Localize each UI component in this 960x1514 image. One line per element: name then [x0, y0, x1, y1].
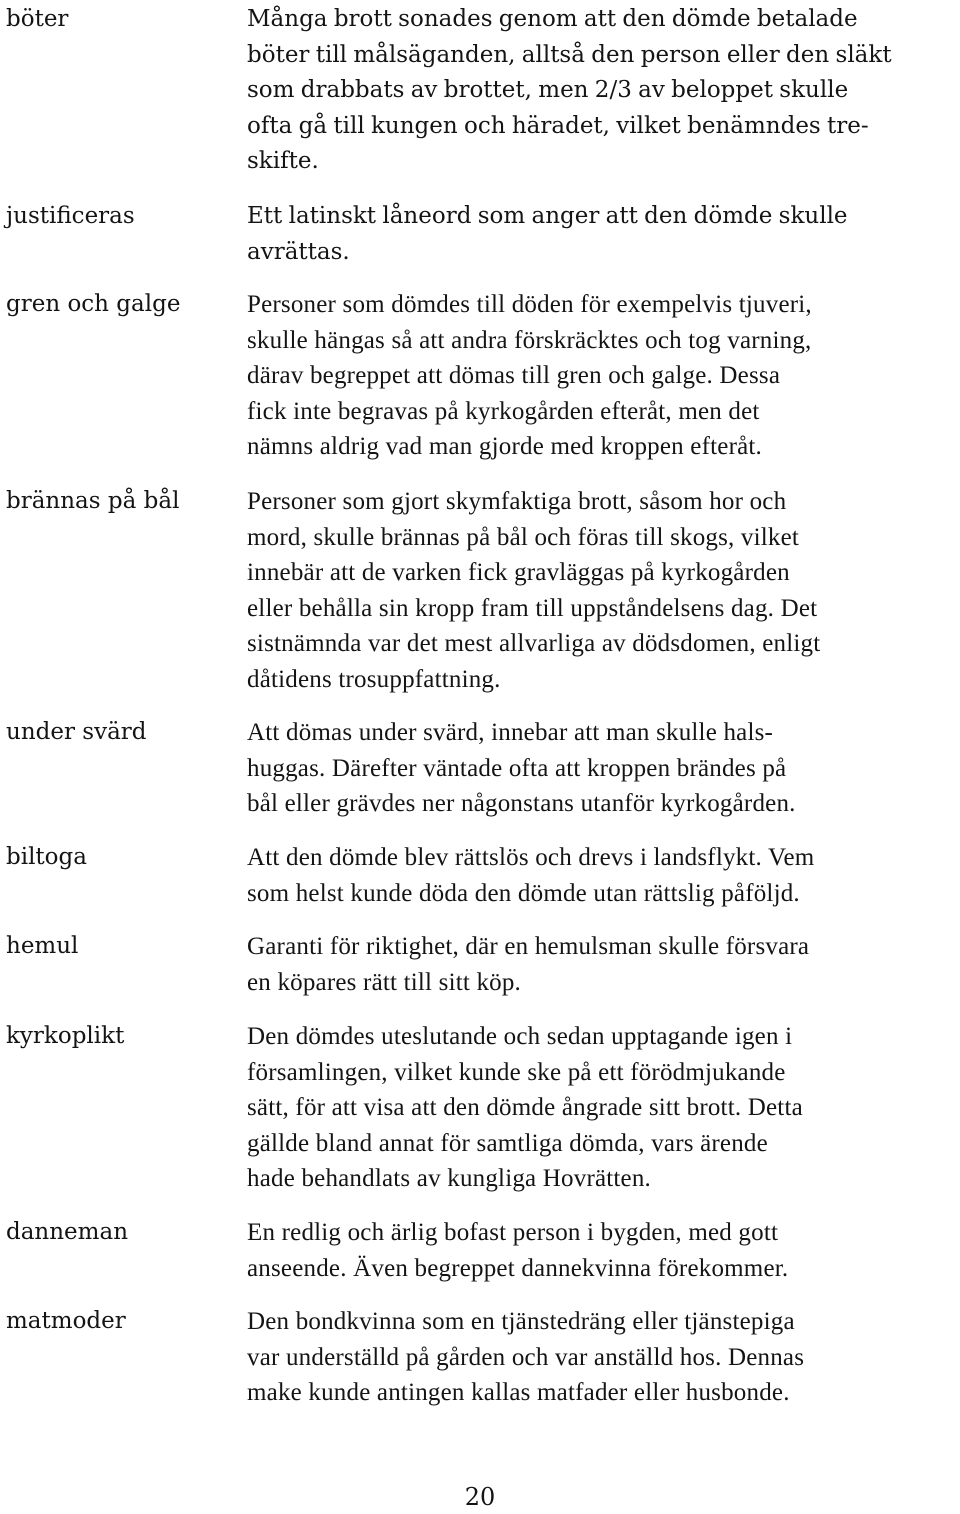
- glossary-term: danneman: [6, 1219, 129, 1245]
- glossary-term: brännas på bål: [6, 488, 180, 514]
- glossary-term: under svärd: [6, 719, 147, 745]
- definition-line: bål eller grävdes ner någonstans utanför kyrkogården.: [247, 790, 796, 817]
- definition-line: Att den dömde blev rättslös och drevs i landsflykt. Vem: [247, 844, 815, 871]
- definition-line: skifte.: [247, 148, 319, 174]
- definition-line: sätt, för att visa att den dömde ångrade sitt brott. Detta: [247, 1094, 803, 1121]
- glossary-term: böter: [6, 6, 69, 32]
- glossary-term: justificeras: [6, 203, 135, 229]
- glossary-definition: [247, 1019, 955, 1197]
- glossary-definition: [247, 1215, 955, 1286]
- glossary-term: hemul: [6, 933, 79, 959]
- definition-line: Ett latinskt låneord som anger att den dömde skulle: [247, 203, 848, 229]
- definition-line: Garanti för riktighet, där en hemulsman skulle försvara: [247, 933, 810, 960]
- definition-line: som helst kunde döda den dömde utan rättslig påföljd.: [247, 879, 800, 907]
- definition-line: fick inte begravas på kyrkogården efteråt, men det: [247, 397, 760, 425]
- definition-line: böter till målsäganden, alltså den person eller den släkt: [247, 41, 892, 68]
- definition-line: sistnämnda var det mest allvarliga av dödsdomen, enligt: [247, 630, 821, 657]
- definition-line: Många brott sonades genom att den dömde betalade: [247, 6, 858, 32]
- definition-line: därav begreppet att dömas till gren och galge. Dessa: [247, 362, 781, 389]
- definition-line: huggas. Därefter väntade ofta att kroppen brändes på: [247, 754, 787, 782]
- glossary-term: biltoga: [6, 844, 87, 870]
- glossary-definition: [247, 199, 955, 270]
- definition-line: mord, skulle brännas på bål och föras till skogs, vilket: [247, 523, 800, 551]
- definition-line: var underställd på gården och var anställd hos. Dennas: [247, 1343, 805, 1371]
- definition-line: avrättas.: [247, 238, 350, 265]
- glossary-definition: [247, 287, 955, 465]
- definition-line: make kunde antingen kallas matfader eller husbonde.: [247, 1379, 790, 1406]
- definition-line: en köpares rätt till sitt köp.: [247, 968, 522, 996]
- definition-line: nämns aldrig vad man gjorde med kroppen efteråt.: [247, 433, 762, 460]
- definition-line: gällde bland annat för samtliga dömda, vars ärende: [247, 1129, 768, 1157]
- glossary-definition: [247, 2, 955, 180]
- definition-line: innebär att de varken fick gravläggas på kyrkogården: [247, 559, 790, 586]
- glossary-definition: [247, 840, 955, 911]
- page-number: 20: [464, 1483, 496, 1511]
- definition-line: Att dömas under svärd, innebar att man skulle hals-: [247, 719, 774, 746]
- definition-line: En redlig och ärlig bofast person i bygden, med gott: [247, 1219, 779, 1246]
- glossary-definition: [247, 484, 955, 697]
- glossary-term: gren och galge: [6, 291, 181, 317]
- definition-line: anseende. Även begreppet dannekvinna förekommer.: [247, 1254, 789, 1282]
- definition-line: Personer som gjort skymfaktiga brott, såsom hor och: [247, 488, 787, 515]
- definition-line: eller behålla sin kropp fram till uppståndelsens dag. Det: [247, 594, 818, 622]
- definition-line: hade behandlats av kungliga Hovrätten.: [247, 1165, 651, 1192]
- definition-line: församlingen, vilket kunde ske på ett förödmjukande: [247, 1058, 786, 1086]
- definition-line: ofta gå till kungen och häradet, vilket benämndes tre-: [247, 112, 869, 139]
- definition-line: Den dömdes uteslutande och sedan upptagande igen i: [247, 1023, 793, 1050]
- glossary-term: kyrkoplikt: [6, 1023, 125, 1049]
- glossary-definition: [247, 715, 955, 822]
- glossary-definition: [247, 1304, 955, 1411]
- definition-line: Personer som dömdes till döden för exempelvis tjuveri,: [247, 291, 812, 318]
- definition-line: Den bondkvinna som en tjänstedräng eller tjänstepiga: [247, 1308, 795, 1335]
- definition-line: som drabbats av brottet, men 2/3 av beloppet skulle: [247, 77, 849, 103]
- glossary-definition: [247, 929, 955, 1000]
- definition-line: dåtidens trosuppfattning.: [247, 665, 501, 693]
- definition-line: skulle hängas så att andra förskräcktes och tog varning,: [247, 326, 812, 354]
- glossary-term: matmoder: [6, 1308, 126, 1334]
